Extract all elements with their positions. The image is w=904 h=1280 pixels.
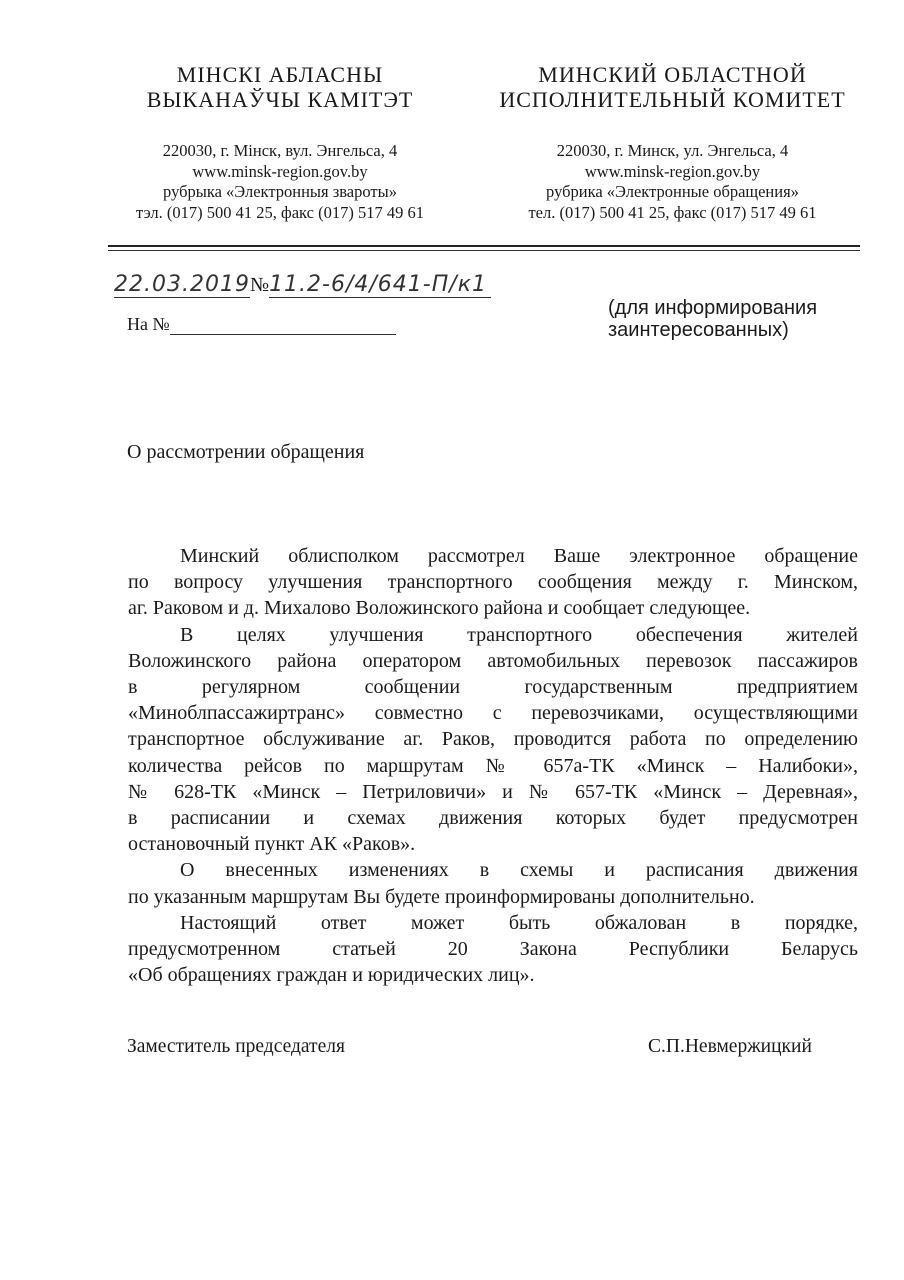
registration-number: 11.2-6/4/641-П/к1: [269, 272, 491, 298]
paragraph: [128, 622, 858, 858]
addressee-line: заинтересованных): [608, 319, 789, 341]
letter-body: [128, 543, 858, 988]
reply-to-blank: [170, 316, 396, 335]
text-line: в регулярном сообщении государственным предприятием: [128, 676, 858, 699]
org-name-belarusian: [110, 62, 450, 112]
text-line: количества рейсов по маршрутам № 657а-ТК «Минск – Налибоки»,: [128, 754, 858, 777]
text-line: О внесенных изменениях в схемы и расписания движения: [180, 859, 858, 882]
header-divider: [108, 250, 860, 251]
text-line: предусмотренном статьей 20 Закона Республики Беларусь: [128, 938, 858, 961]
phone: тел. (017) 500 41 25, факс (017) 517 49 61: [528, 202, 817, 222]
registration-date: 22.03.2019: [114, 272, 250, 297]
text-line: «Об обращениях граждан и юридических лиц».: [128, 964, 535, 987]
addressee-line: (для информирования: [608, 297, 818, 319]
text-line: в расписании и схемах движения которых будет предусмотрен: [128, 807, 858, 830]
phone: тэл. (017) 500 41 25, факс (017) 517 49 61: [136, 202, 424, 222]
website: www.minsk-region.gov.by: [584, 161, 761, 181]
contacts-belarusian: [110, 141, 450, 223]
text-line: по указанным маршрутам Вы будете проинформированы дополнительно.: [128, 885, 755, 908]
signature-name: С.П.Невмержицкий: [648, 1036, 812, 1057]
contacts-russian: [480, 141, 865, 223]
reply-to-line: [127, 314, 396, 335]
text-line: «Миноблпассажиртранс» совместно с перевозчиками, осуществляющими: [128, 702, 858, 725]
signature-position: Заместитель председателя: [127, 1036, 345, 1057]
website: www.minsk-region.gov.by: [192, 161, 368, 181]
header-divider: [108, 245, 860, 247]
text-line: аг. Раковом и д. Михалово Воложинского района и сообщает следующее.: [128, 597, 751, 620]
text-line: В целях улучшения транспортного обеспечения жителей: [180, 623, 858, 646]
rubric: рубрика «Электронные обращения»: [546, 182, 799, 201]
text-line: Воложинского района оператором автомобильных перевозок пассажиров: [128, 649, 858, 672]
text-line: транспортное обслуживание аг. Раков, проводится работа по определению: [128, 728, 858, 751]
org-line: ИСПОЛНИТЕЛЬНЫЙ КОМИТЕТ: [499, 87, 846, 112]
number-sign: №: [249, 274, 270, 296]
reply-to-label: На №: [127, 314, 170, 334]
text-line: № 628-ТК «Минск – Петриловичи» и № 657-ТК «Минск – Деревная»,: [128, 780, 858, 803]
addressee: [608, 297, 817, 341]
subject: О рассмотрении обращения: [127, 441, 365, 463]
text-line: Минский облисполком рассмотрел Ваше электронное обращение: [180, 545, 858, 567]
org-line: МІНСКІ АБЛАСНЫ: [176, 62, 384, 87]
paragraph: [128, 910, 858, 989]
org-name-russian: [475, 62, 870, 112]
text-line: Настоящий ответ может быть обжалован в порядке,: [180, 911, 858, 934]
address: 220030, г. Мінск, вул. Энгельса, 4: [162, 141, 398, 160]
text-line: остановочный пункт АК «Раков».: [128, 833, 416, 856]
rubric: рубрыка «Электронныя звароты»: [163, 182, 397, 201]
registration-line: [114, 272, 491, 297]
org-line: ВЫКАНАЎЧЫ КАМІТЭТ: [146, 87, 414, 112]
address: 220030, г. Минск, ул. Энгельса, 4: [556, 141, 789, 160]
paragraph: [128, 543, 858, 622]
org-line: МИНСКИЙ ОБЛАСТНОЙ: [538, 62, 807, 87]
paragraph: [128, 857, 858, 909]
text-line: по вопросу улучшения транспортного сообщения между г. Минском,: [128, 571, 858, 594]
